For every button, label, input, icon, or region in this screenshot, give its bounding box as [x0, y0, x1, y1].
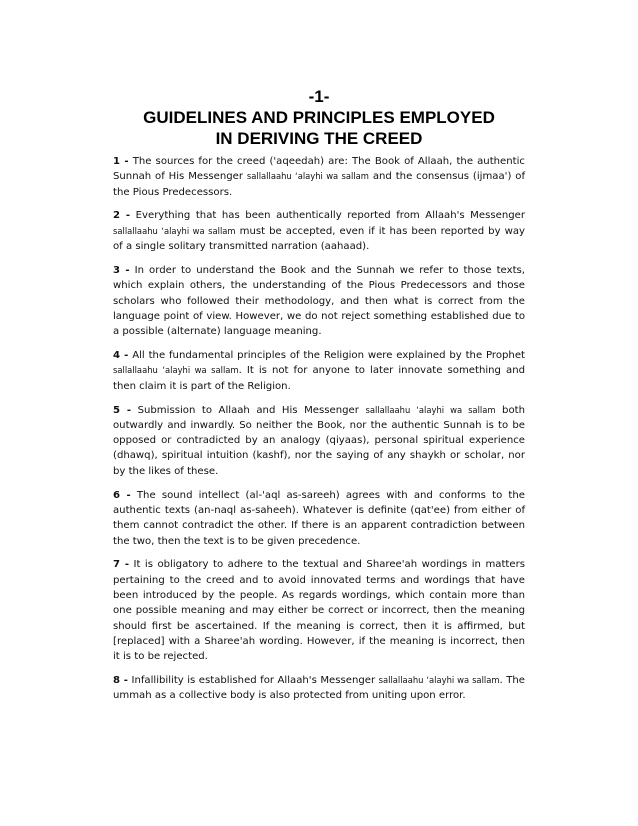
- principle-5: [113, 403, 525, 479]
- principle-text: The sources for the creed ('aqeedah) are: The Book of Allaah, the authentic Sunnah of His Messenger: [113, 156, 525, 183]
- chapter-title-line-1: GUIDELINES AND PRINCIPLES EMPLOYED: [143, 108, 495, 127]
- principle-3: [113, 263, 525, 339]
- principle-number: 8 -: [113, 675, 128, 687]
- principle-6: [113, 488, 525, 549]
- principle-text-continued: must be accepted, even if it has been reported by way of a single solitary transmitted narration (aahaad).: [113, 225, 525, 253]
- principle-number: 6 -: [113, 489, 131, 501]
- principle-text: The sound intellect (al-'aql as-sareeh) agrees with and conforms to the authentic texts (an-naql as-saheeh). Whatever is definite (qat'ee) from either of them cannot contradict the other. If there is an apparent contradiction between the two, then the text is to be given precedence.: [113, 489, 525, 547]
- principle-number: 4 -: [113, 350, 129, 362]
- principle-text-continued: . The ummah as a collective body is also protected from uniting upon error.: [113, 675, 525, 702]
- principles-list: [113, 154, 525, 712]
- principle-number: 1 -: [113, 156, 129, 167]
- principle-number: 7 -: [113, 559, 130, 571]
- principle-8: [113, 673, 525, 704]
- chapter-number: -1-: [308, 87, 330, 106]
- principle-number: 3 -: [113, 264, 130, 276]
- honorific: sallallaahu ‘alayhi wa sallam: [365, 404, 496, 415]
- principle-number: 5 -: [113, 404, 132, 416]
- honorific: sallallaahu ‘alayhi wa sallam: [113, 365, 239, 376]
- principle-text-continued: . It is not for anyone to later innovate something and then claim it is part of the Religion.: [113, 365, 525, 392]
- honorific: sallallaahu ‘alayhi wa sallam: [246, 171, 369, 182]
- principle-text: Everything that has been authentically reported from Allaah's Messenger: [130, 210, 525, 222]
- chapter-title-line-2: IN DERIVING THE CREED: [215, 129, 423, 148]
- principle-text: It is obligatory to adhere to the textual and Sharee'ah wordings in matters pertaining to the creed and to avoid innovated terms and wordings that have been introduced by the people. As regards wordings, which contain more than one possible meaning and may either be correct or incorrect, then the meaning should first be ascertained. If the meaning is correct, then it is affirmed, but [replaced] with a Sharee'ah wording. However, if the meaning is incorrect, then it is to be rejected.: [113, 559, 526, 663]
- principle-text: Submission to Allaah and His Messenger: [131, 404, 366, 416]
- honorific: sallallaahu ‘alayhi wa sallam: [378, 675, 500, 686]
- principle-text-continued: and the consensus (ijmaa') of the Pious Predecessors.: [113, 171, 525, 198]
- honorific: sallallaahu ‘alayhi wa sallam: [113, 225, 236, 236]
- principle-2: [113, 208, 525, 254]
- principle-text: All the fundamental principles of the Religion were explained by the Prophet: [128, 350, 525, 362]
- principle-1: [113, 154, 525, 200]
- principle-text-continued: both outwardly and inwardly. So neither the Book, nor the authentic Sunnah is to be opposed or contradicted by an analogy (qiyaas), personal spiritual experience (dhawq), spiritual intuition (kashf), nor the saying of any shaykh or scholar, nor by the likes of these.: [113, 404, 525, 477]
- principle-text: Infallibility is established for Allaah's Messenger: [128, 675, 379, 687]
- principle-number: 2 -: [113, 210, 131, 222]
- chapter-heading: [100, 86, 538, 149]
- principle-7: [113, 557, 525, 664]
- principle-4: [113, 348, 525, 394]
- principle-text: In order to understand the Book and the Sunnah we refer to those texts, which explain others, the understanding of the Pious Predecessors and those scholars who followed their methodology, and then what is correct from the language point of view. However, we do not reject something established due to a possible (alternate) language meaning.: [113, 264, 525, 338]
